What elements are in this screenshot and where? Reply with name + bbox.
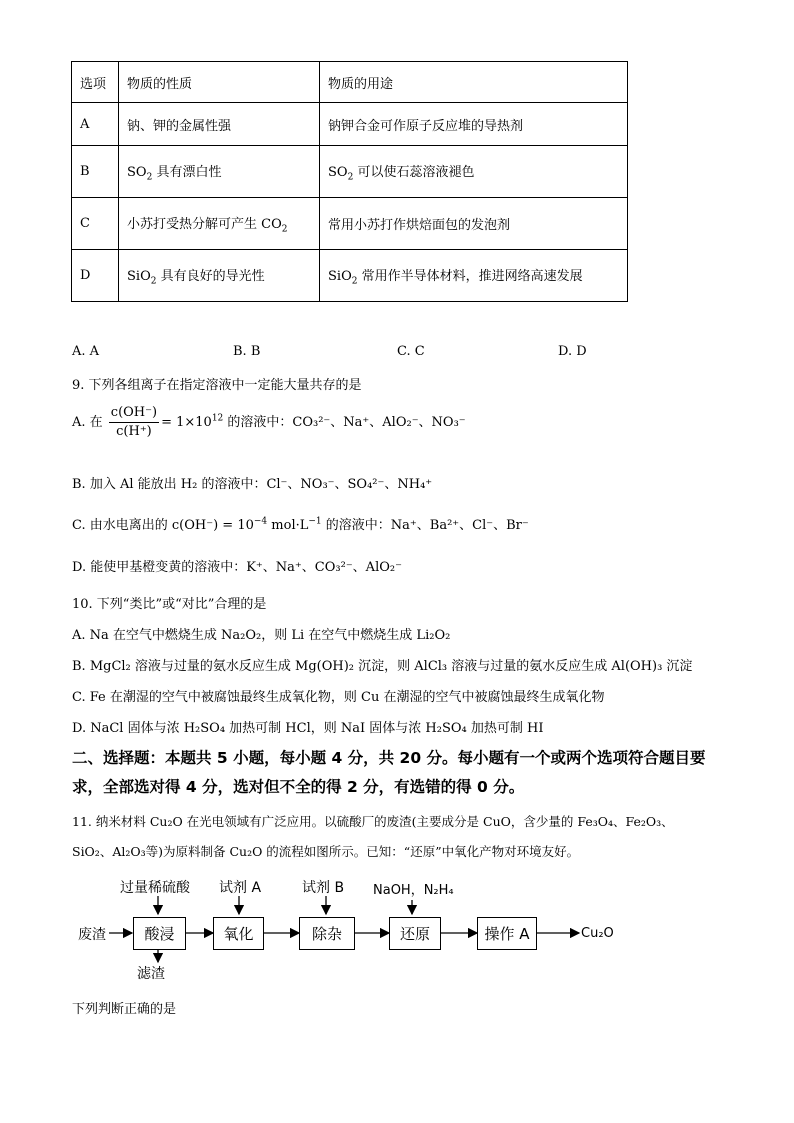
q8-option-b: B. B	[233, 344, 261, 359]
q10-option-c: C. Fe 在潮湿的空气中被腐蚀最终生成氧化物，则 Cu 在潮湿的空气中被腐蚀最终生成氧化物	[72, 690, 605, 705]
q9-stem: 9. 下列各组离子在指定溶液中一定能大量共存的是	[72, 378, 362, 393]
text: mol·L	[267, 518, 309, 533]
subscript: 2	[347, 172, 354, 183]
formula: SO	[328, 164, 348, 180]
text: 具有良好的导光性	[156, 268, 265, 284]
option-cell: D	[72, 250, 119, 302]
header-cell: 物质的性质	[119, 62, 320, 103]
flow-step-oxidize: 氧化	[213, 917, 264, 950]
subscript: 2	[146, 172, 153, 183]
flow-start-label: 废渣	[78, 927, 106, 943]
q11-question: 下列判断正确的是	[72, 1002, 177, 1017]
option-cell: C	[72, 198, 119, 250]
text: C. 由水电离出的 c(OH⁻) = 10	[72, 518, 254, 533]
formula: SiO	[127, 268, 151, 284]
q9-option-b: B. 加入 Al 能放出 H₂ 的溶液中：Cl⁻、NO₃⁻、SO₄²⁻、NH₄⁺	[72, 477, 433, 492]
q10-option-d: D. NaCl 固体与浓 H₂SO₄ 加热可制 HCl，则 NaI 固体与浓 H₂SO₄ 加热可制 HI	[72, 721, 544, 736]
subscript: 2	[351, 276, 358, 287]
formula: SO	[127, 164, 147, 180]
q11-stem-line1: 11. 纳米材料 Cu₂O 在光电领域有广泛应用。以硫酸厂的废渣(主要成分是 CuO，含少量的 Fe₃O₄、Fe₂O₃、	[72, 814, 674, 829]
exponent: −4	[253, 516, 268, 527]
flow-step-reduce: 还原	[389, 917, 441, 950]
q10-stem: 10. 下列“类比”或“对比”合理的是	[72, 597, 267, 612]
text: 常用作半导体材料，推进网络高速发展	[357, 268, 583, 284]
section-heading-line2: 求，全部选对得 4 分，选对但不全的得 2 分，有选错的得 0 分。	[72, 778, 525, 796]
exponent: −1	[308, 516, 322, 527]
exponent: 12	[211, 413, 224, 424]
q8-option-d: D. D	[558, 344, 587, 359]
flow-step-operation-a: 操作 A	[477, 917, 537, 950]
text: 可以使石蕊溶液褪色	[353, 164, 475, 180]
flow-input-label: 试剂 B	[302, 880, 345, 896]
q10-option-a: A. Na 在空气中燃烧生成 Na₂O₂，则 Li 在空气中燃烧生成 Li₂O₂	[72, 628, 451, 643]
text: 小苏打受热分解可产生 CO	[127, 216, 282, 232]
flow-input-label: 试剂 A	[219, 880, 262, 896]
text: 的溶液中：Na⁺、Ba²⁺、Cl⁻、Br⁻	[321, 518, 529, 533]
subscript: 2	[281, 224, 288, 235]
q8-option-a: A. A	[72, 344, 100, 359]
option-cell: A	[72, 103, 119, 146]
subscript: 2	[150, 276, 157, 287]
header-cell: 选项	[72, 62, 119, 103]
q8-option-c: C. C	[397, 344, 425, 359]
label: A. 在	[72, 415, 103, 430]
equals-text: = 1×10	[161, 415, 212, 430]
flow-step-purify: 除杂	[299, 917, 355, 950]
use-cell: 常用小苏打作烘焙面包的发泡剂	[320, 198, 628, 250]
q9-option-d: D. 能使甲基橙变黄的溶液中：K⁺、Na⁺、CO₃²⁻、AlO₂⁻	[72, 560, 402, 575]
denominator: c(H⁺)	[116, 424, 152, 439]
flow-input-label: 过量稀硫酸	[120, 880, 190, 896]
flow-step-acid-leach: 酸浸	[133, 917, 186, 950]
formula: SiO	[328, 268, 352, 284]
q11-stem-line2: SiO₂、Al₂O₃等)为原料制备 Cu₂O 的流程如图所示。已知：“还原”中氧化产物对环境友好。	[72, 844, 580, 859]
q10-option-b: B. MgCl₂ 溶液与过量的氨水反应生成 Mg(OH)₂ 沉淀，则 AlCl₃ 溶液与过量的氨水反应生成 Al(OH)₃ 沉淀	[72, 659, 693, 674]
use-cell: 钠钾合金可作原子反应堆的导热剂	[320, 103, 628, 146]
flow-input-label: NaOH，N₂H₄	[373, 883, 454, 898]
flow-output-label: 滤渣	[137, 966, 165, 982]
text: 具有漂白性	[152, 164, 222, 180]
text: 的溶液中：CO₃²⁻、Na⁺、AlO₂⁻、NO₃⁻	[223, 415, 466, 430]
option-cell: B	[72, 146, 119, 198]
property-cell: 钠、钾的金属性强	[119, 103, 320, 146]
flow-end-label: Cu₂O	[581, 926, 614, 941]
section-heading-line1: 二、选择题：本题共 5 小题，每小题 4 分，共 20 分。每小题有一个或两个选项符合题目要	[72, 749, 706, 767]
numerator: c(OH⁻)	[109, 404, 159, 423]
header-cell: 物质的用途	[320, 62, 628, 103]
